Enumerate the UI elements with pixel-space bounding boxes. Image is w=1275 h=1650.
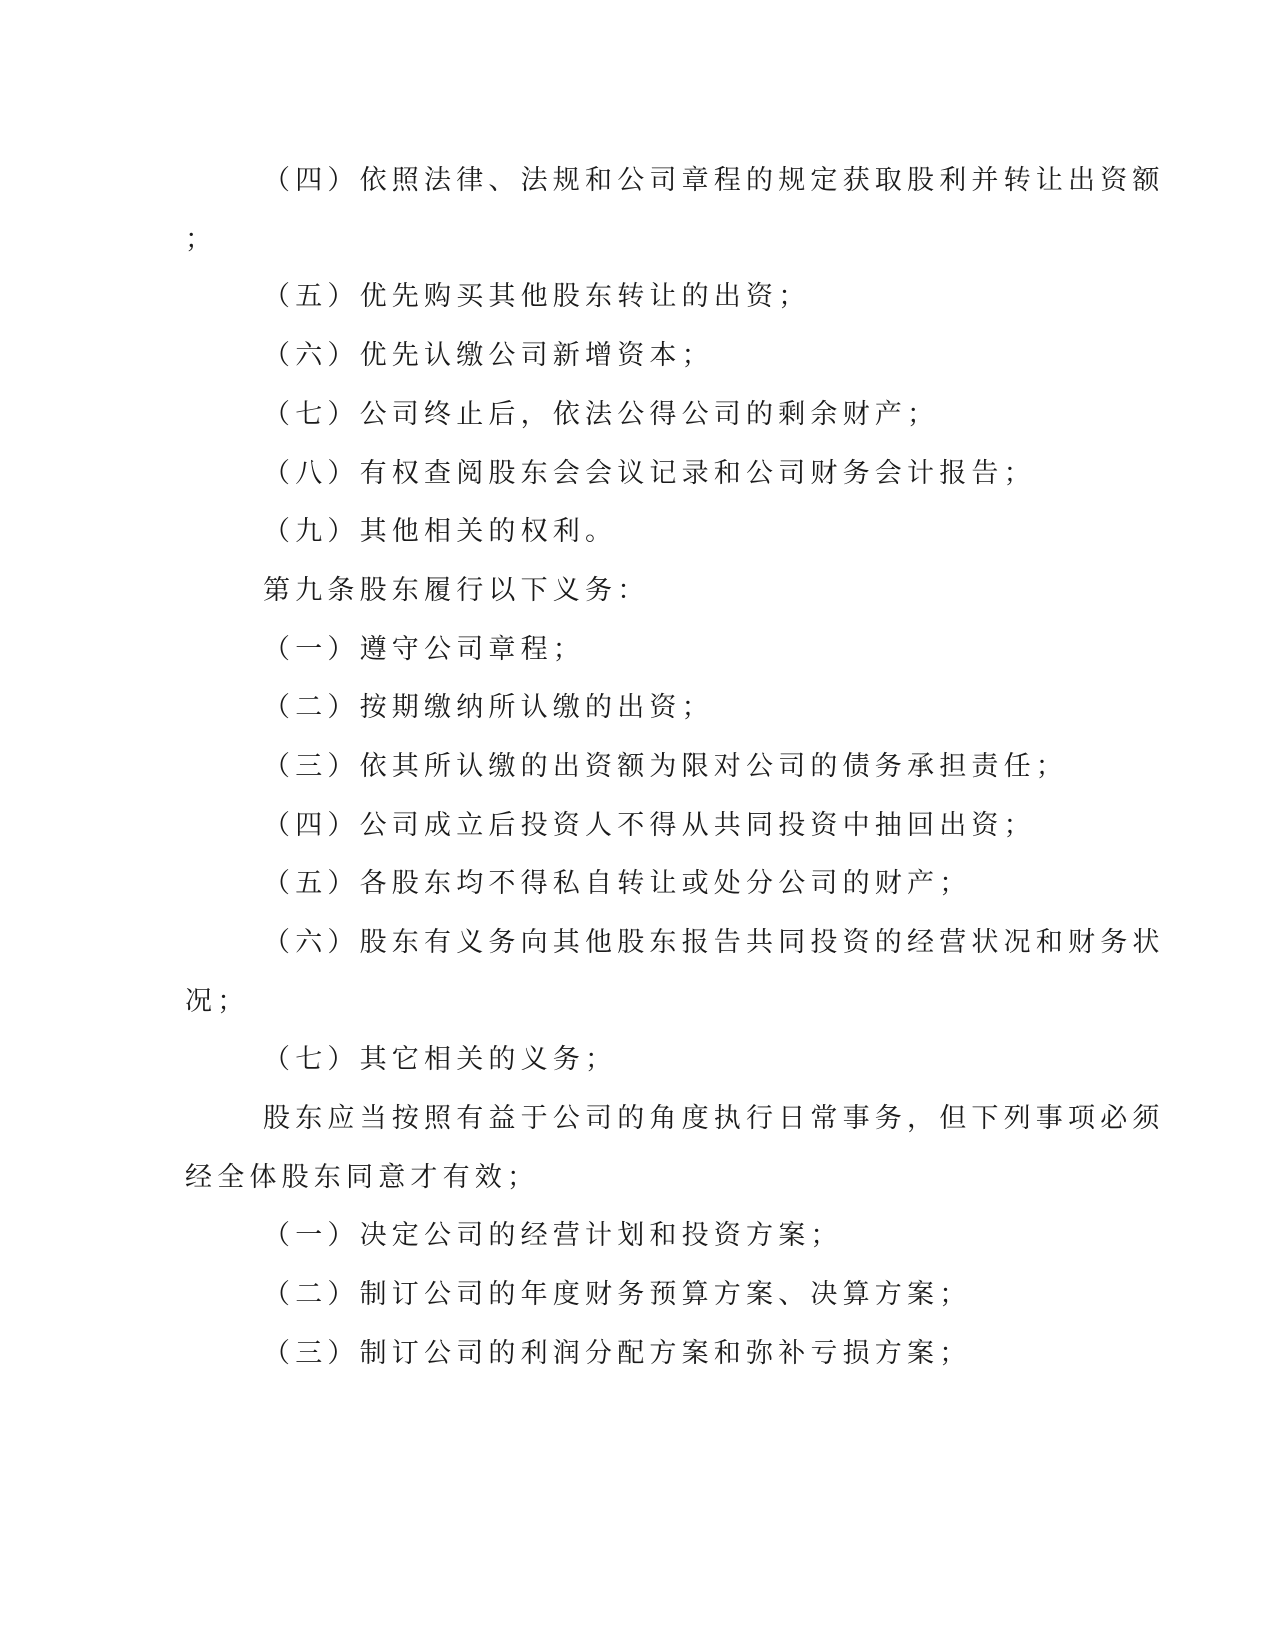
text-line: 股东应当按照有益于公司的角度执行日常事务，但下列事项必须 xyxy=(263,1103,1165,1134)
text-line: （四）依照法律、法规和公司章程的规定获取股利并转让出资额 xyxy=(263,165,1165,196)
text-line: （五）优先购买其他股东转让的出资； xyxy=(263,281,811,312)
text-line: （八）有权查阅股东会会议记录和公司财务会计报告； xyxy=(263,458,1036,489)
text-line: （一）决定公司的经营计划和投资方案； xyxy=(263,1220,843,1251)
text-line: 况； xyxy=(185,986,250,1017)
text-line: （九）其他相关的权利。 xyxy=(263,516,618,547)
text-line: （六）股东有义务向其他股东报告共同投资的经营状况和财务状 xyxy=(263,927,1165,958)
text-line: （二）制订公司的年度财务预算方案、决算方案； xyxy=(263,1279,972,1310)
text-line: （二）按期缴纳所认缴的出资； xyxy=(263,692,714,723)
text-line: （三）依其所认缴的出资额为限对公司的债务承担责任； xyxy=(263,751,1068,782)
text-line: ； xyxy=(185,224,218,255)
text-line: （五）各股东均不得私自转让或处分公司的财产； xyxy=(263,868,972,899)
text-line: （一）遵守公司章程； xyxy=(263,634,585,665)
text-line: 经全体股东同意才有效； xyxy=(185,1162,540,1193)
article-heading: 第九条股东履行以下义务： xyxy=(263,575,650,606)
text-line: （七）其它相关的义务； xyxy=(263,1044,618,1075)
text-line: （四）公司成立后投资人不得从共同投资中抽回出资； xyxy=(263,810,1036,841)
text-line: （六）优先认缴公司新增资本； xyxy=(263,340,714,371)
text-line: （七）公司终止后，依法公得公司的剩余财产； xyxy=(263,399,940,430)
text-line: （三）制订公司的利润分配方案和弥补亏损方案； xyxy=(263,1338,972,1369)
